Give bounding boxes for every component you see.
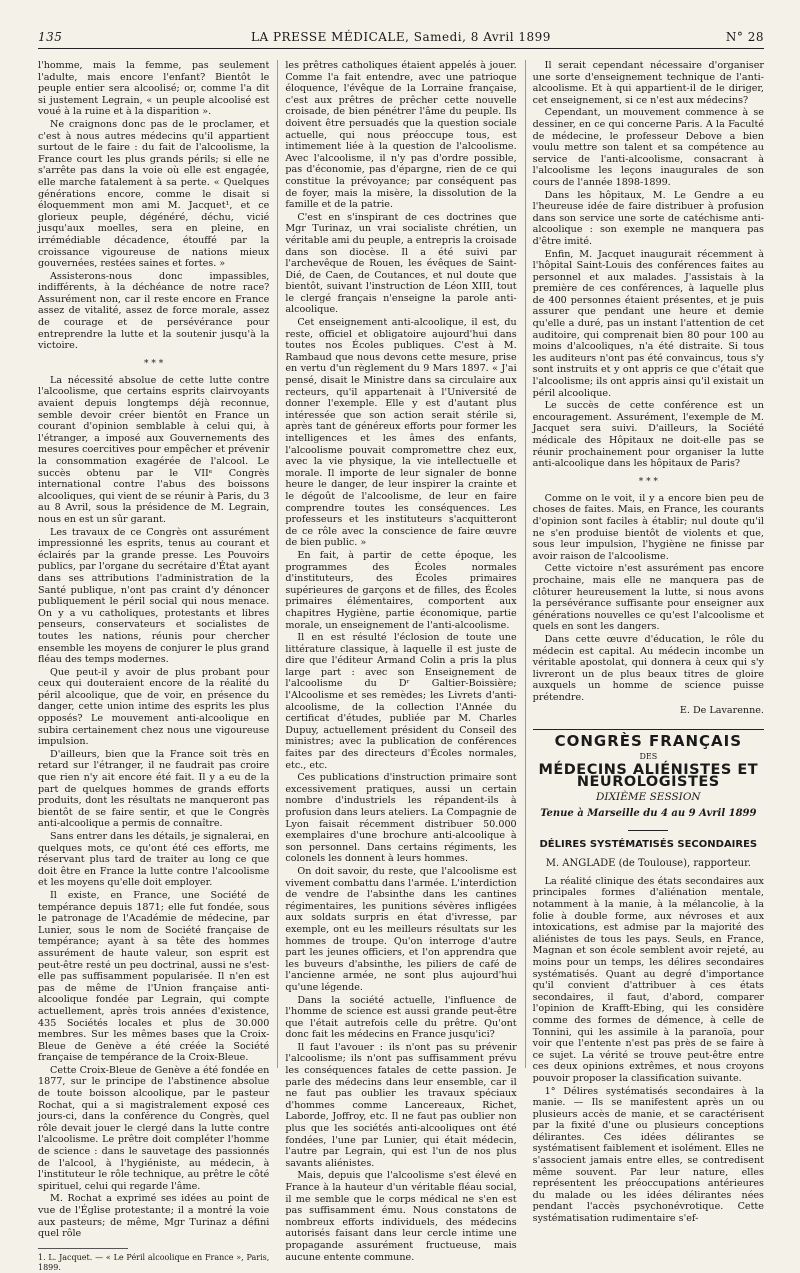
section-rule	[533, 729, 764, 730]
page-number: 135	[38, 30, 63, 44]
paragraph: Ne craignons donc pas de le proclamer, et c'est à nous autres médecins qu'il appartient surtout de le faire : du fait de l'alcoolisme, la France court les plus grands périls; si elle ne s'arrête pas dans la voie où elle est engagée, elle marche fatalement à sa perte. « Quelques générations encore, comme le disait si éloquemment mon ami M. Jacquet¹, et ce glorieux peuple, dégénéré, déchu, vicié jusqu'aux moelles, sera en pleine, en irrémédiable décadence, étouffé par la croissance vigoureuse de nations mieux gouvernées, restées saines et fortes. »	[38, 118, 270, 270]
paragraph: Sans entrer dans les détails, je signalerai, en quelques mots, ce qu'ont été ces efforts, me réservant plus tard de traiter au long ce que doit être en France la lutte contre l'alcoolisme et les moyens qu'elle doit employer.	[38, 831, 270, 889]
text-columns	[38, 60, 764, 1272]
paragraph: Dans cette œuvre d'éducation, le rôle du médecin est capital. Au médecin incombe un véritable apostolat, qui donnera à ceux qui s'y livreront un de plus beaux titres de gloire auxquels un homme de science puisse prétendre.	[532, 633, 764, 703]
congress-dates: Tenue à Marseille du 4 au 9 Avril 1899	[540, 808, 757, 820]
author-signature: E. De Lavarenne.	[679, 705, 764, 717]
paragraph: En fait, à partir de cette époque, les programmes des Écoles normales d'instituteurs, des Écoles primaires supérieures de garçons et de filles, des Écoles primaires élémentaires, comportent aux chapitres Hygiène, partie économique, partie morale, un enseignement de l'anti-alcoolisme.	[285, 549, 517, 631]
paragraph: Enfin, M. Jacquet inaugurait récemment à l'hôpital Saint-Louis des conférences faites au personnel et aux malades. J'assistais à la première de ces conférences, à laquelle plus de 400 personnes étaient présentes, et je puis assurer que pendant une heure et demie qu'elle a duré, pas un instant l'attention de cet auditoire, qui comprenait bien 80 pour 100 au moins d'alcooliques, n'a été distraite. Si tous les auditeurs n'ont pas été convaincus, tous s'y sont instruits et y ont appris ce que c'était que l'alcoolisme; ils ont appris ainsi qu'il existait un péril alcoolique.	[532, 248, 764, 399]
page-header	[38, 28, 764, 49]
paragraph: On doit savoir, du reste, que l'alcoolisme est vivement combattu dans l'armée. L'interdiction de vendre de l'absinthe dans les cantines régimentaires, les punitions sévères infligées aux soldats surpris en état d'ivresse, par exemple, ont eu les meilleurs résultats sur les hommes de troupe. Qu'on interroge d'autre part les jeunes officiers, et l'on apprendra que les buveurs d'absinthe, les piliers de café de l'ancienne armée, ne sont plus aujourd'hui qu'une légende.	[285, 865, 517, 993]
report-author: M. ANGLADE (de Toulouse), rapporteur.	[545, 858, 751, 870]
paragraph: Il serait cependant nécessaire d'organiser une sorte d'enseignement technique de l'anti-alcoolisme. Et à qui appartient-il de le diriger, cet enseignement, si ce n'est aux médecins?	[532, 60, 764, 106]
column-2	[277, 60, 517, 1263]
paragraph: Assisterons-nous donc impassibles, indifférents, à la déchéance de notre race? Assurément non, car il reste encore en France assez de vitalité, assez de force morale, assez de courage et de persévérance pour entreprendre la lutte et la soutenir jusqu'à la victoire.	[38, 270, 270, 352]
paragraph: La nécessité absolue de cette lutte contre l'alcoolisme, que certains esprits clairvoyants avaient depuis longtemps déjà reconnue, semble devoir créer bientôt en France un courant d'opinion semblable à celui qui, à l'étranger, a imposé aux Gouvernements des mesures coercitives pour empêcher et prévenir la consommation exagérée de l'alcool. Le succès obtenu par le VIIᵉ Congrès international contre l'abus des boissons alcooliques, qui vient de se réunir à Paris, du 3 au 8 Avril, sous la présidence de M. Legrain, nous en est un sûr garant.	[38, 374, 270, 525]
congress-title-main: MÉDECINS ALIÉNISTES ET NEUROLOGISTES	[538, 762, 759, 790]
paragraph: M. Rochat a exprimé ses idées au point de vue de l'Église protestante; il a montré la voie aux pasteurs; de même, Mgr Turinaz a défini quel rôle	[38, 1193, 270, 1240]
paragraph: Ces publications d'instruction primaire sont excessivement pratiques, aussi un certain nombre d'industriels les répandent-ils à profusion dans leurs ateliers. La Compagnie de Lyon faisait récemment distribuer 50.000 exemplaires d'une brochure anti-alcoolique à son personnel. Dans certains régiments, les colonels les donnent à leurs hommes.	[285, 772, 517, 865]
paragraph: C'est en s'inspirant de ces doctrines que Mgr Turinaz, un vrai socialiste chrétien, un véritable ami du peuple, a entrepris la croisade dans son diocèse. Il a été suivi par l'archevêque de Rouen, les évêques de Saint-Dié, de Caen, de Coutances, et nul doute que bientôt, suivant l'instruction de Léon XIII, tout le clergé français n'enseigne la parole anti-alcoolique.	[285, 211, 517, 316]
section-separator: * * *	[144, 358, 164, 369]
column-1	[38, 60, 270, 1272]
paragraph: l'homme, mais la femme, pas seulement l'adulte, mais encore l'enfant? Bientôt le peuple entier sera alcoolisé; or, comme l'a dit si justement Legrain, « un peuple alcoolisé est voué à la ruine et à la disparition ».	[38, 60, 270, 118]
paragraph: Mais, depuis que l'alcoolisme s'est élevé en France à la hauteur d'un véritable fléau social, il me semble que le corps médical ne s'en est pas suffisamment ému. Nous constatons de nombreux efforts individuels, des médecins autorisés faisant dans leur cercle intime une propagande assurément fructueuse, mais aucune entente commune.	[285, 1170, 517, 1263]
paragraph: Dans les hôpitaux, M. Le Gendre a eu l'heureuse idée de faire distribuer à profusion dans son service une sorte de catéchisme anti-alcoolique : son exemple ne manquera pas d'être imité.	[532, 189, 764, 247]
congress-title-des: DES	[639, 751, 658, 761]
report-title: DÉLIRES SYSTÉMATISÉS SECONDAIRES	[539, 838, 758, 850]
paragraph: Cependant, un mouvement commence à se dessiner, en ce qui concerne Paris. A la Faculté de médecine, le professeur Debove a bien voulu mettre son talent et sa compétence au service de l'anti-alcoolisme, consacrant à l'alcoolisme les leçons inaugurales de son cours de l'année 1898-1899.	[532, 107, 764, 188]
page-title: LA PRESSE MÉDICALE, Samedi, 8 Avril 1899	[251, 30, 551, 44]
paragraph: Dans la société actuelle, l'influence de l'homme de science est aussi grande peut-être que l'était autrefois celle du prêtre. Qu'ont donc fait les médecins en France jusqu'ici?	[285, 994, 517, 1041]
paragraph: 1° Délires systématisés secondaires à la manie. — Ils se manifestent après un ou plusieurs accès de manie, et se caractérisent par la fixité d'une ou plusieurs conceptions délirantes. Ces idées délirantes se systématisent faiblement et isolément. Elles ne s'associent jamais entre elles, se contredisent même souvent. Par leur nature, elles représentent les préoccupations antérieures du malade ou les idées délirantes nées pendant l'accès psychonévrotique. Cette systématisation rudimentaire s'ef-	[532, 1085, 764, 1225]
paragraph: Le succès de cette conférence est un encouragement. Assurément, l'exemple de M. Jacquet sera suivi. D'ailleurs, la Société médicale des Hôpitaux ne doit-elle pas se réunir prochainement pour organiser la lutte anti-alcoolique dans les hôpitaux de Paris?	[532, 400, 764, 470]
paragraph: Il en est résulté l'éclosion de toute une littérature classique, à laquelle il est juste de dire que l'éditeur Armand Colin a pris la plus large part : avec son Enseignement de l'alcoolisme du Dʳ Galtier-Boissière; l'Alcoolisme et ses remèdes; les Livrets d'anti-alcoolisme, de la collection l'Année du certificat d'études, publiée par M. Charles Dupuy, actuellement président du Conseil des ministres; avec la publication de conférences faites par des directeurs d'Écoles normales, etc., etc.	[285, 632, 517, 771]
paragraph: Il existe, en France, une Société de tempérance depuis 1871; elle fut fondée, sous le patronage de l'Académie de médecine, par Lunier, sous le nom de Société française de tempérance; ayant à sa tête des hommes assurément de haute valeur, son esprit est peut-être resté un peu doctrinal, aussi ne s'est-elle pas suffisamment popularisée. Il n'en est pas de même de l'Union française anti-alcoolique fondée par Legrain, qui compte actuellement, après trois années d'existence, 435 Sociétés locales et plus de 30.000 membres. Sur les mêmes bases que la Croix-Bleue de Genève a été créée la Société française de tempérance de la Croix-Bleue.	[38, 889, 270, 1064]
paragraph: D'ailleurs, bien que la France soit très en retard sur l'étranger, il ne faudrait pas croire que rien n'y ait encore été fait. Il y a eu de la part de quelques hommes de grands efforts produits, dont les résultats ne manqueront pas bientôt de se faire sentir, et que le Congrès anti-alcoolique a permis de connaître.	[38, 748, 270, 830]
paragraph: Cette Croix-Bleue de Genève a été fondée en 1877, sur le principe de l'abstinence absolue de toute boisson alcoolique, par le pasteur Rochat, qui a si magistralement exposé ces jours-ci, dans la conférence du Congrès, quel rôle devait jouer le clergé dans la lutte contre l'alcoolisme. Le prêtre doit compléter l'homme de science : dans le sauvetage des passionnés de l'alcool, à l'hygiéniste, au médecin, à l'instituteur le rôle technique, au prêtre le côté spirituel, celui qui regarde l'âme.	[38, 1064, 270, 1192]
column-3	[525, 60, 764, 1225]
congress-session: DIXIÈME SESSION	[596, 791, 701, 804]
paragraph: Il faut l'avouer : ils n'ont pas su prévenir l'alcoolisme; ils n'ont pas suffisamment prévu les conséquences fatales de cette passion. Je parle des médecins dans leur ensemble, car il ne faut pas oublier les travaux spéciaux d'hommes comme Lancereaux, Richet, Laborde, Joffroy, etc. Il ne faut pas oublier non plus que les sociétés anti-alcooliques ont été fondées, l'une par Lunier, qui était médecin, l'autre par Legrain, qui est l'un de nos plus savants aliénistes.	[285, 1041, 517, 1169]
short-rule	[628, 830, 668, 831]
issue-number: N° 28	[725, 30, 764, 44]
paragraph: Cette victoire n'est assurément pas encore prochaine, mais elle ne manquera pas de clôturer heureusement la lutte, si nous avons la persévérance suffisante pour enseigner aux générations nouvelles ce qu'est l'alcoolisme et quels en sont les dangers.	[532, 563, 764, 633]
paragraph: Cet enseignement anti-alcoolique, il est, du reste, officiel et obligatoire aujourd'hui dans toutes nos Écoles publiques. C'est à M. Rambaud que nous devons cette mesure, prise en vertu d'un règlement du 9 Mars 1897. « J'ai pensé, disait le Ministre dans sa circulaire aux recteurs, qu'il appartenait à l'Université de donner l'exemple. Elle y est d'autant plus intéressée que son action serait stérile si, après tant de généreux efforts pour former les intelligences et les âmes des enfants, l'alcoolisme pouvait compromettre chez eux, avec la vie physique, la vie intellectuelle et morale. Il importe de leur signaler de bonne heure le danger, de leur inspirer la crainte et le dégoût de l'alcoolisme, de leur en faire comprendre toutes les conséquences. Les professeurs et les instituteurs s'acquitteront de ce rôle avec la conscience de faire œuvre de bien public. »	[285, 317, 517, 549]
paragraph: La réalité clinique des états secondaires aux principales formes d'aliénation mentale, notamment à la manie, à la mélancolie, à la folie à double forme, aux névroses et aux intoxications, est admise par la majorité des aliénistes de tous les pays. Seuls, en France, Magnan et son école semblent avoir rejeté, au moins pour un temps, les délires secondaires systématisés. Quant au degré d'importance qu'il convient d'attribuer à ces états secondaires, il faut, d'abord, comparer l'opinion de Krafft-Ebing, qui les considère comme des formes de démence, à celle de Tonnini, qui les assimile à la paranoïa, pour voir que l'entente n'est pas près de se faire à ce sujet. La vérité se trouve peut-être entre ces deux opinions extrêmes, et nous croyons pouvoir proposer la classification suivante.	[532, 875, 764, 1084]
section-separator: * * *	[638, 476, 658, 487]
paragraph: Que peut-il y avoir de plus probant pour ceux qui douteraient encore de la réalité du péril alcoolique, que de voir, en présence du danger, cette union intime des esprits les plus opposés? Le mouvement anti-alcoolique en subira certainement chez nous une vigoureuse impulsion.	[38, 666, 270, 748]
paragraph: les prêtres catholiques étaient appelés à jouer. Comme l'a fait entendre, avec une patrioque éloquence, l'évêque de la Lorraine française, c'est aux prêtres de prêcher cette nouvelle croisade, de bien pénétrer l'âme du peuple. Ils doivent être persuadés que la question sociale actuelle, qui nous préoccupe tous, est intimement liée à la question de l'alcoolisme. Avec l'alcoolisme, il n'y pas d'ordre possible, pas d'économie, pas d'épargne, rien de ce qui constitue la prévoyance; par conséquent pas de foyer, mais la misère, la dissolution de la famille et de la patrie.	[285, 60, 517, 211]
footnote: 1. L. Jacquet. — « Le Péril alcoolique en France », Paris, 1899.	[38, 1252, 270, 1272]
congress-title: CONGRÈS FRANÇAIS	[554, 732, 743, 751]
paragraph: Les travaux de ce Congrès ont assurément impressionné les esprits, tenus au courant et éclairés par la grande presse. Les Pouvoirs publics, par l'organe du secrétaire d'État ayant dans ses attributions l'administration de la Santé publique, n'ont pas craint d'y dénoncer publiquement le péril social qui nous menace. On y a vu catholiques, protestants et libres penseurs, conservateurs et socialistes de toutes les nations, réunis pour chercher ensemble les moyens de conjurer le plus grand fléau des temps modernes.	[38, 526, 270, 666]
paragraph: Comme on le voit, il y a encore bien peu de choses de faites. Mais, en France, les courants d'opinion sont faciles à établir; nul doute qu'il ne s'en produise bientôt de violents et que, sous leur impulsion, l'hygiène ne finisse par avoir raison de l'alcoolisme.	[532, 492, 764, 562]
